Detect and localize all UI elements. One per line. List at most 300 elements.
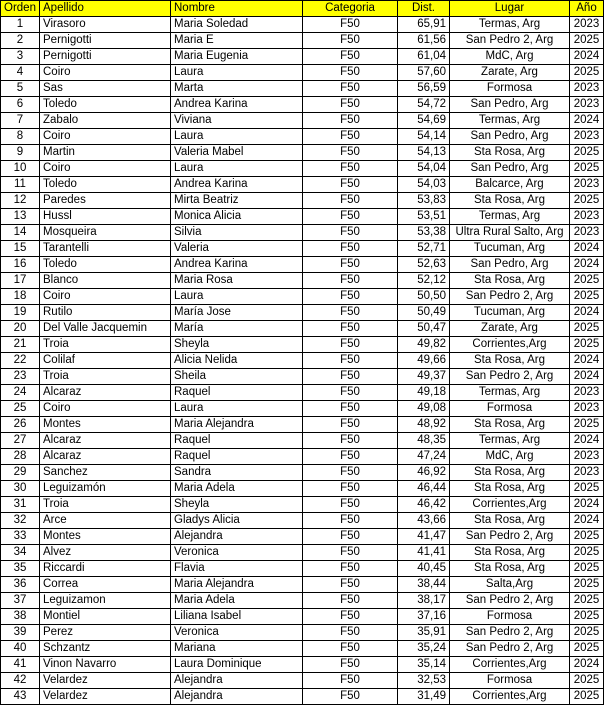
cell-anio: 2025 bbox=[570, 145, 604, 161]
cell-dist: 53,51 bbox=[398, 209, 450, 225]
cell-lugar: Sta Rosa, Arg bbox=[450, 545, 570, 561]
cell-lugar: Termas, Arg bbox=[450, 17, 570, 33]
cell-categoria: F50 bbox=[303, 449, 398, 465]
cell-anio: 2025 bbox=[570, 193, 604, 209]
cell-categoria: F50 bbox=[303, 353, 398, 369]
cell-dist: 53,38 bbox=[398, 225, 450, 241]
cell-nombre: Alicia Nelida bbox=[171, 353, 303, 369]
cell-categoria: F50 bbox=[303, 545, 398, 561]
table-row bbox=[1, 561, 604, 577]
cell-lugar: Sta Rosa, Arg bbox=[450, 513, 570, 529]
table-row bbox=[1, 97, 604, 113]
cell-categoria: F50 bbox=[303, 577, 398, 593]
cell-orden: 32 bbox=[1, 513, 40, 529]
cell-categoria: F50 bbox=[303, 625, 398, 641]
table-row bbox=[1, 369, 604, 385]
cell-dist: 49,82 bbox=[398, 337, 450, 353]
cell-orden: 4 bbox=[1, 65, 40, 81]
cell-categoria: F50 bbox=[303, 689, 398, 705]
cell-anio: 2023 bbox=[570, 449, 604, 465]
cell-categoria: F50 bbox=[303, 641, 398, 657]
cell-categoria: F50 bbox=[303, 337, 398, 353]
cell-categoria: F50 bbox=[303, 273, 398, 289]
table-row bbox=[1, 161, 604, 177]
cell-anio: 2024 bbox=[570, 657, 604, 673]
cell-dist: 35,91 bbox=[398, 625, 450, 641]
cell-anio: 2025 bbox=[570, 33, 604, 49]
cell-anio: 2025 bbox=[570, 625, 604, 641]
cell-lugar: Salta,Arg bbox=[450, 577, 570, 593]
header-anio: Año bbox=[570, 1, 604, 17]
cell-anio: 2025 bbox=[570, 289, 604, 305]
cell-orden: 30 bbox=[1, 481, 40, 497]
cell-apellido: Tarantelli bbox=[40, 241, 171, 257]
cell-apellido: Hussl bbox=[40, 209, 171, 225]
cell-orden: 31 bbox=[1, 497, 40, 513]
cell-anio: 2024 bbox=[570, 305, 604, 321]
cell-nombre: Sheyla bbox=[171, 337, 303, 353]
cell-anio: 2023 bbox=[570, 385, 604, 401]
cell-dist: 32,53 bbox=[398, 673, 450, 689]
cell-dist: 54,13 bbox=[398, 145, 450, 161]
cell-dist: 43,66 bbox=[398, 513, 450, 529]
cell-dist: 46,44 bbox=[398, 481, 450, 497]
cell-categoria: F50 bbox=[303, 529, 398, 545]
cell-nombre: Laura bbox=[171, 289, 303, 305]
cell-orden: 17 bbox=[1, 273, 40, 289]
cell-orden: 36 bbox=[1, 577, 40, 593]
cell-anio: 2025 bbox=[570, 641, 604, 657]
cell-apellido: Sanchez bbox=[40, 465, 171, 481]
cell-categoria: F50 bbox=[303, 305, 398, 321]
cell-anio: 2023 bbox=[570, 401, 604, 417]
cell-lugar: San Pedro 2, Arg bbox=[450, 33, 570, 49]
cell-orden: 8 bbox=[1, 129, 40, 145]
cell-categoria: F50 bbox=[303, 113, 398, 129]
cell-dist: 57,60 bbox=[398, 65, 450, 81]
table-row bbox=[1, 641, 604, 657]
cell-nombre: Gladys Alicia bbox=[171, 513, 303, 529]
table-row bbox=[1, 81, 604, 97]
cell-anio: 2024 bbox=[570, 49, 604, 65]
cell-apellido: Martin bbox=[40, 145, 171, 161]
header-apellido: Apellido bbox=[40, 1, 171, 17]
cell-apellido: Coiro bbox=[40, 161, 171, 177]
cell-apellido: Vinon Navarro bbox=[40, 657, 171, 673]
cell-categoria: F50 bbox=[303, 481, 398, 497]
cell-lugar: Sta Rosa, Arg bbox=[450, 417, 570, 433]
cell-categoria: F50 bbox=[303, 321, 398, 337]
cell-nombre: Maria Alejandra bbox=[171, 417, 303, 433]
cell-anio: 2024 bbox=[570, 433, 604, 449]
table-row bbox=[1, 385, 604, 401]
cell-orden: 6 bbox=[1, 97, 40, 113]
cell-apellido: Toledo bbox=[40, 257, 171, 273]
cell-categoria: F50 bbox=[303, 49, 398, 65]
cell-lugar: Ultra Rural Salto, Arg bbox=[450, 225, 570, 241]
cell-anio: 2023 bbox=[570, 209, 604, 225]
cell-apellido: Pernigotti bbox=[40, 33, 171, 49]
cell-nombre: Alejandra bbox=[171, 689, 303, 705]
cell-lugar: Corrientes,Arg bbox=[450, 337, 570, 353]
table-row bbox=[1, 257, 604, 273]
cell-dist: 50,47 bbox=[398, 321, 450, 337]
cell-dist: 40,45 bbox=[398, 561, 450, 577]
cell-apellido: Montes bbox=[40, 529, 171, 545]
cell-apellido: Pernigotti bbox=[40, 49, 171, 65]
cell-anio: 2025 bbox=[570, 577, 604, 593]
cell-orden: 35 bbox=[1, 561, 40, 577]
table-row bbox=[1, 113, 604, 129]
cell-lugar: Sta Rosa, Arg bbox=[450, 273, 570, 289]
cell-categoria: F50 bbox=[303, 97, 398, 113]
cell-dist: 54,14 bbox=[398, 129, 450, 145]
cell-orden: 23 bbox=[1, 369, 40, 385]
cell-categoria: F50 bbox=[303, 161, 398, 177]
cell-nombre: Laura bbox=[171, 65, 303, 81]
table-body bbox=[1, 17, 604, 705]
table-row bbox=[1, 545, 604, 561]
cell-dist: 48,92 bbox=[398, 417, 450, 433]
cell-nombre: Raquel bbox=[171, 433, 303, 449]
header-categoria: Categoria bbox=[303, 1, 398, 17]
cell-lugar: MdC, Arg bbox=[450, 49, 570, 65]
cell-nombre: María bbox=[171, 321, 303, 337]
cell-apellido: Troia bbox=[40, 497, 171, 513]
cell-anio: 2025 bbox=[570, 161, 604, 177]
cell-categoria: F50 bbox=[303, 369, 398, 385]
cell-lugar: Sta Rosa, Arg bbox=[450, 145, 570, 161]
cell-dist: 35,14 bbox=[398, 657, 450, 673]
cell-dist: 65,91 bbox=[398, 17, 450, 33]
table-row bbox=[1, 609, 604, 625]
cell-lugar: San Pedro, Arg bbox=[450, 161, 570, 177]
cell-anio: 2025 bbox=[570, 561, 604, 577]
cell-lugar: Tucuman, Arg bbox=[450, 241, 570, 257]
header-orden: Orden bbox=[1, 1, 40, 17]
cell-lugar: Formosa bbox=[450, 673, 570, 689]
cell-orden: 10 bbox=[1, 161, 40, 177]
cell-anio: 2025 bbox=[570, 529, 604, 545]
cell-lugar: Corrientes,Arg bbox=[450, 657, 570, 673]
cell-lugar: MdC, Arg bbox=[450, 449, 570, 465]
cell-categoria: F50 bbox=[303, 241, 398, 257]
cell-categoria: F50 bbox=[303, 561, 398, 577]
cell-lugar: San Pedro 2, Arg bbox=[450, 641, 570, 657]
cell-categoria: F50 bbox=[303, 657, 398, 673]
table-row bbox=[1, 225, 604, 241]
cell-dist: 41,47 bbox=[398, 529, 450, 545]
cell-orden: 24 bbox=[1, 385, 40, 401]
cell-dist: 52,63 bbox=[398, 257, 450, 273]
cell-dist: 52,12 bbox=[398, 273, 450, 289]
cell-anio: 2025 bbox=[570, 673, 604, 689]
cell-orden: 22 bbox=[1, 353, 40, 369]
cell-apellido: Mosqueira bbox=[40, 225, 171, 241]
cell-dist: 46,92 bbox=[398, 465, 450, 481]
cell-orden: 1 bbox=[1, 17, 40, 33]
cell-dist: 56,59 bbox=[398, 81, 450, 97]
cell-apellido: Leguizamón bbox=[40, 481, 171, 497]
table-row bbox=[1, 145, 604, 161]
table-row bbox=[1, 657, 604, 673]
cell-apellido: Alcaraz bbox=[40, 449, 171, 465]
cell-dist: 54,04 bbox=[398, 161, 450, 177]
cell-anio: 2023 bbox=[570, 17, 604, 33]
cell-nombre: Maria E bbox=[171, 33, 303, 49]
cell-orden: 37 bbox=[1, 593, 40, 609]
cell-lugar: Sta Rosa, Arg bbox=[450, 193, 570, 209]
table-row bbox=[1, 177, 604, 193]
cell-anio: 2025 bbox=[570, 689, 604, 705]
cell-anio: 2025 bbox=[570, 609, 604, 625]
cell-lugar: Zarate, Arg bbox=[450, 65, 570, 81]
cell-apellido: Colilaf bbox=[40, 353, 171, 369]
cell-categoria: F50 bbox=[303, 257, 398, 273]
cell-orden: 15 bbox=[1, 241, 40, 257]
cell-orden: 5 bbox=[1, 81, 40, 97]
cell-orden: 9 bbox=[1, 145, 40, 161]
table-row bbox=[1, 273, 604, 289]
table-row bbox=[1, 401, 604, 417]
cell-nombre: Maria Soledad bbox=[171, 17, 303, 33]
cell-apellido: Montiel bbox=[40, 609, 171, 625]
cell-apellido: Paredes bbox=[40, 193, 171, 209]
cell-orden: 12 bbox=[1, 193, 40, 209]
cell-lugar: Balcarce, Arg bbox=[450, 177, 570, 193]
cell-orden: 25 bbox=[1, 401, 40, 417]
cell-categoria: F50 bbox=[303, 209, 398, 225]
header-row bbox=[1, 1, 604, 17]
cell-anio: 2023 bbox=[570, 81, 604, 97]
cell-nombre: Marta bbox=[171, 81, 303, 97]
cell-lugar: Termas, Arg bbox=[450, 209, 570, 225]
cell-anio: 2024 bbox=[570, 369, 604, 385]
cell-orden: 39 bbox=[1, 625, 40, 641]
table-row bbox=[1, 337, 604, 353]
cell-apellido: Alvez bbox=[40, 545, 171, 561]
cell-categoria: F50 bbox=[303, 673, 398, 689]
cell-categoria: F50 bbox=[303, 145, 398, 161]
cell-dist: 50,50 bbox=[398, 289, 450, 305]
cell-anio: 2025 bbox=[570, 593, 604, 609]
cell-anio: 2025 bbox=[570, 337, 604, 353]
table-row bbox=[1, 433, 604, 449]
cell-apellido: Montes bbox=[40, 417, 171, 433]
cell-anio: 2023 bbox=[570, 465, 604, 481]
cell-anio: 2023 bbox=[570, 225, 604, 241]
cell-categoria: F50 bbox=[303, 193, 398, 209]
cell-apellido: Blanco bbox=[40, 273, 171, 289]
cell-categoria: F50 bbox=[303, 417, 398, 433]
cell-nombre: Laura bbox=[171, 401, 303, 417]
cell-apellido: Schzantz bbox=[40, 641, 171, 657]
cell-apellido: Leguizamon bbox=[40, 593, 171, 609]
table-row bbox=[1, 529, 604, 545]
cell-nombre: Alejandra bbox=[171, 529, 303, 545]
cell-categoria: F50 bbox=[303, 497, 398, 513]
cell-apellido: Coiro bbox=[40, 289, 171, 305]
table-row bbox=[1, 481, 604, 497]
cell-nombre: Valeria bbox=[171, 241, 303, 257]
cell-lugar: Sta Rosa, Arg bbox=[450, 353, 570, 369]
table-row bbox=[1, 129, 604, 145]
table-row bbox=[1, 465, 604, 481]
table-row bbox=[1, 673, 604, 689]
cell-dist: 38,17 bbox=[398, 593, 450, 609]
cell-dist: 41,41 bbox=[398, 545, 450, 561]
cell-apellido: Coiro bbox=[40, 65, 171, 81]
cell-apellido: Troia bbox=[40, 337, 171, 353]
table-row bbox=[1, 577, 604, 593]
cell-apellido: Alcaraz bbox=[40, 385, 171, 401]
cell-categoria: F50 bbox=[303, 433, 398, 449]
cell-apellido: Riccardi bbox=[40, 561, 171, 577]
cell-categoria: F50 bbox=[303, 465, 398, 481]
cell-dist: 49,08 bbox=[398, 401, 450, 417]
cell-nombre: Silvia bbox=[171, 225, 303, 241]
cell-orden: 40 bbox=[1, 641, 40, 657]
cell-anio: 2025 bbox=[570, 321, 604, 337]
cell-categoria: F50 bbox=[303, 65, 398, 81]
table-row bbox=[1, 33, 604, 49]
cell-lugar: San Pedro 2, Arg bbox=[450, 289, 570, 305]
cell-orden: 19 bbox=[1, 305, 40, 321]
cell-lugar: Termas, Arg bbox=[450, 113, 570, 129]
cell-lugar: San Pedro, Arg bbox=[450, 97, 570, 113]
cell-nombre: Andrea Karina bbox=[171, 257, 303, 273]
cell-dist: 49,18 bbox=[398, 385, 450, 401]
cell-anio: 2025 bbox=[570, 481, 604, 497]
table-row bbox=[1, 593, 604, 609]
cell-lugar: San Pedro 2, Arg bbox=[450, 529, 570, 545]
cell-anio: 2025 bbox=[570, 65, 604, 81]
cell-nombre: Alejandra bbox=[171, 673, 303, 689]
cell-apellido: Rutilo bbox=[40, 305, 171, 321]
cell-anio: 2024 bbox=[570, 241, 604, 257]
cell-apellido: Toledo bbox=[40, 177, 171, 193]
cell-dist: 52,71 bbox=[398, 241, 450, 257]
table-row bbox=[1, 449, 604, 465]
cell-nombre: Valeria Mabel bbox=[171, 145, 303, 161]
cell-categoria: F50 bbox=[303, 609, 398, 625]
cell-orden: 13 bbox=[1, 209, 40, 225]
cell-categoria: F50 bbox=[303, 129, 398, 145]
table-row bbox=[1, 49, 604, 65]
cell-categoria: F50 bbox=[303, 33, 398, 49]
cell-dist: 37,16 bbox=[398, 609, 450, 625]
table-row bbox=[1, 305, 604, 321]
cell-dist: 48,35 bbox=[398, 433, 450, 449]
cell-lugar: Termas, Arg bbox=[450, 433, 570, 449]
header-dist: Dist. bbox=[398, 1, 450, 17]
cell-apellido: Coiro bbox=[40, 401, 171, 417]
cell-apellido: Toledo bbox=[40, 97, 171, 113]
cell-anio: 2025 bbox=[570, 417, 604, 433]
cell-anio: 2024 bbox=[570, 113, 604, 129]
header-lugar: Lugar bbox=[450, 1, 570, 17]
cell-anio: 2023 bbox=[570, 129, 604, 145]
cell-orden: 3 bbox=[1, 49, 40, 65]
cell-lugar: San Pedro, Arg bbox=[450, 257, 570, 273]
table-row bbox=[1, 193, 604, 209]
cell-orden: 16 bbox=[1, 257, 40, 273]
cell-nombre: Andrea Karina bbox=[171, 97, 303, 113]
cell-apellido: Velardez bbox=[40, 673, 171, 689]
cell-nombre: Maria Adela bbox=[171, 593, 303, 609]
cell-categoria: F50 bbox=[303, 17, 398, 33]
cell-categoria: F50 bbox=[303, 593, 398, 609]
cell-apellido: Correa bbox=[40, 577, 171, 593]
cell-anio: 2025 bbox=[570, 545, 604, 561]
cell-anio: 2024 bbox=[570, 353, 604, 369]
cell-dist: 49,37 bbox=[398, 369, 450, 385]
cell-dist: 46,42 bbox=[398, 497, 450, 513]
cell-orden: 2 bbox=[1, 33, 40, 49]
cell-lugar: San Pedro 2, Arg bbox=[450, 625, 570, 641]
cell-anio: 2025 bbox=[570, 273, 604, 289]
cell-nombre: Andrea Karina bbox=[171, 177, 303, 193]
cell-lugar: Formosa bbox=[450, 401, 570, 417]
cell-orden: 38 bbox=[1, 609, 40, 625]
cell-orden: 33 bbox=[1, 529, 40, 545]
cell-dist: 38,44 bbox=[398, 577, 450, 593]
cell-lugar: Sta Rosa, Arg bbox=[450, 561, 570, 577]
cell-categoria: F50 bbox=[303, 513, 398, 529]
cell-nombre: Laura bbox=[171, 129, 303, 145]
cell-orden: 18 bbox=[1, 289, 40, 305]
cell-lugar: Formosa bbox=[450, 81, 570, 97]
cell-orden: 42 bbox=[1, 673, 40, 689]
cell-dist: 54,72 bbox=[398, 97, 450, 113]
cell-anio: 2023 bbox=[570, 177, 604, 193]
cell-orden: 41 bbox=[1, 657, 40, 673]
cell-lugar: Zarate, Arg bbox=[450, 321, 570, 337]
cell-apellido: Coiro bbox=[40, 129, 171, 145]
cell-nombre: Sheila bbox=[171, 369, 303, 385]
cell-nombre: Maria Eugenia bbox=[171, 49, 303, 65]
table-row bbox=[1, 497, 604, 513]
cell-nombre: Sandra bbox=[171, 465, 303, 481]
cell-lugar: Corrientes,Arg bbox=[450, 497, 570, 513]
cell-dist: 61,56 bbox=[398, 33, 450, 49]
cell-apellido: Virasoro bbox=[40, 17, 171, 33]
cell-dist: 47,24 bbox=[398, 449, 450, 465]
cell-nombre: Veronica bbox=[171, 545, 303, 561]
cell-anio: 2024 bbox=[570, 497, 604, 513]
cell-apellido: Sas bbox=[40, 81, 171, 97]
cell-orden: 34 bbox=[1, 545, 40, 561]
cell-dist: 49,66 bbox=[398, 353, 450, 369]
header-nombre: Nombre bbox=[171, 1, 303, 17]
cell-nombre: Maria Rosa bbox=[171, 273, 303, 289]
cell-lugar: Sta Rosa, Arg bbox=[450, 465, 570, 481]
cell-apellido: Alcaraz bbox=[40, 433, 171, 449]
cell-orden: 21 bbox=[1, 337, 40, 353]
cell-nombre: María Jose bbox=[171, 305, 303, 321]
cell-orden: 20 bbox=[1, 321, 40, 337]
cell-categoria: F50 bbox=[303, 177, 398, 193]
cell-orden: 11 bbox=[1, 177, 40, 193]
cell-nombre: Raquel bbox=[171, 385, 303, 401]
cell-nombre: Maria Adela bbox=[171, 481, 303, 497]
cell-orden: 27 bbox=[1, 433, 40, 449]
cell-orden: 28 bbox=[1, 449, 40, 465]
cell-nombre: Veronica bbox=[171, 625, 303, 641]
cell-apellido: Perez bbox=[40, 625, 171, 641]
cell-anio: 2024 bbox=[570, 257, 604, 273]
cell-orden: 29 bbox=[1, 465, 40, 481]
